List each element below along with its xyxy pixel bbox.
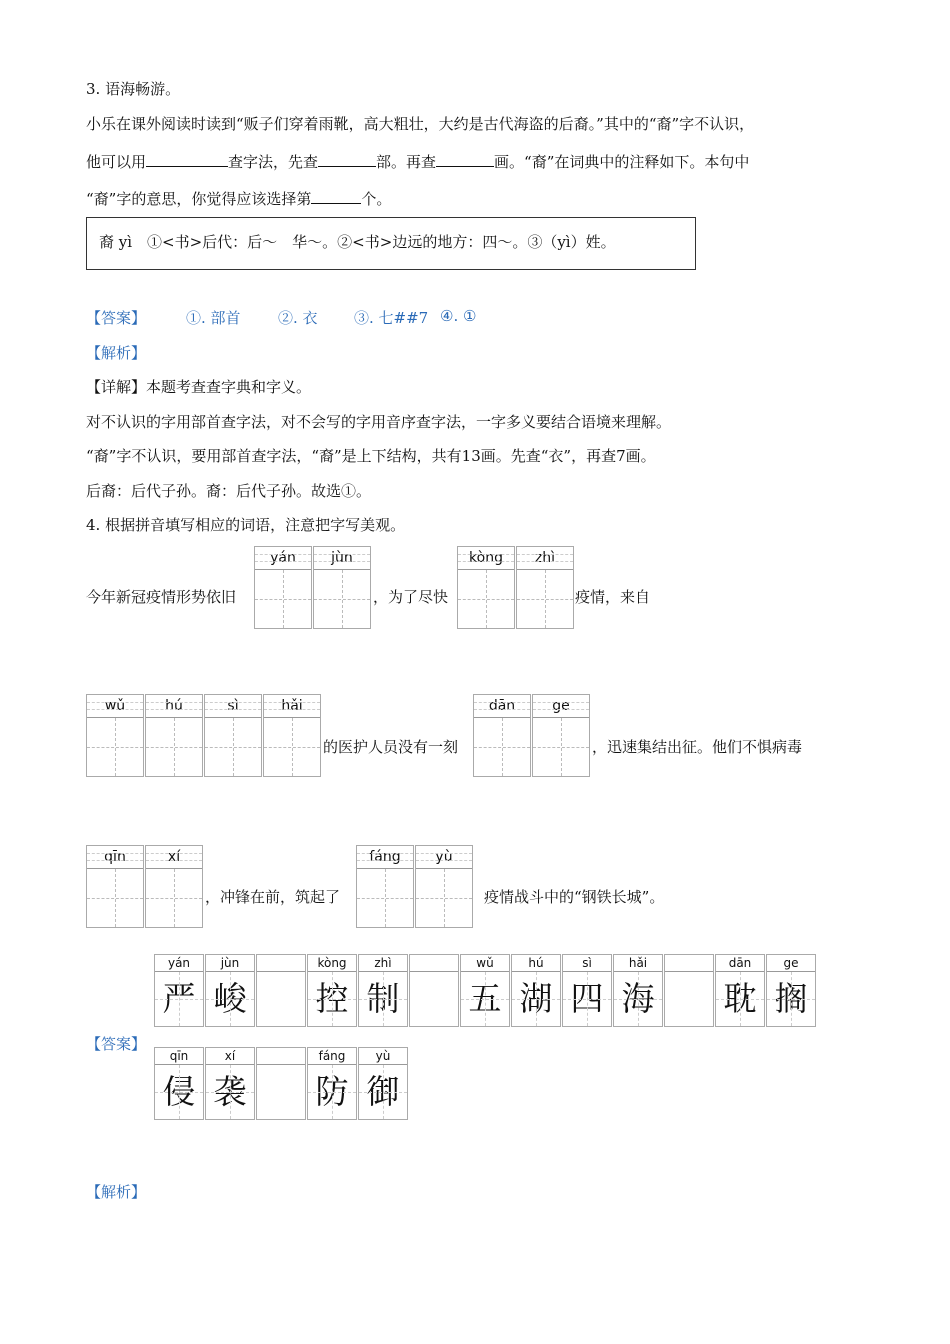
q3-explanation-2: “裔”字不认识，要用部首查字法，“裔”是上下结构，共有13画。先查“衣”，再查7画。: [86, 447, 656, 465]
q4-text-6: ，冲锋在前，筑起了: [205, 888, 341, 906]
pinyin-grid-kongzhi[interactable]: [457, 546, 575, 629]
answer-pinyin: [257, 955, 305, 972]
pinyin-cell: dān: [474, 695, 530, 718]
q3-answer-4: ④. ①: [440, 307, 477, 325]
answer-pinyin: wǔ: [461, 955, 509, 972]
q4-text-7: 疫情战斗中的“钢铁长城”。: [484, 888, 665, 906]
q4-text-1: 今年新冠疫情形势依旧: [86, 588, 237, 606]
q3-title: 3. 语海畅游。: [86, 80, 181, 98]
answer-pinyin: hǎi: [614, 955, 662, 972]
q4-text-2: ，为了尽快: [373, 588, 449, 606]
pinyin-grid-wuhusihai[interactable]: [86, 694, 322, 777]
q3-line2-text-c: 部。再查: [376, 153, 437, 171]
q3-explanation-1: 对不认识的字用部首查字法，对不会写的字用音序查字法，一字多义要结合语境来理解。: [86, 413, 672, 431]
answer-pinyin: dān: [716, 955, 764, 972]
writing-box[interactable]: [474, 718, 530, 776]
answer-char: 五: [461, 972, 509, 1026]
writing-box[interactable]: [416, 869, 472, 927]
pinyin-cell: fáng: [357, 846, 413, 869]
answer-pinyin: xí: [206, 1048, 254, 1065]
answer-char: [410, 972, 458, 1026]
pinyin-cell: kòng: [458, 547, 514, 570]
pinyin-cell: sì: [205, 695, 261, 718]
q3-answer-2: ②. 衣: [278, 309, 318, 327]
answer-char: 制: [359, 972, 407, 1026]
q3-answer-label: 【答案】: [86, 309, 147, 327]
blank-2[interactable]: [318, 152, 376, 167]
answer-char: 峻: [206, 972, 254, 1026]
pinyin-grid-yanjun[interactable]: [254, 546, 372, 629]
answer-pinyin: hú: [512, 955, 560, 972]
q4-text-5: ，迅速集结出征。他们不惧病毒: [592, 738, 803, 756]
pinyin-cell: yù: [416, 846, 472, 869]
q4-text-4: 的医护人员没有一刻: [323, 738, 459, 756]
q3-detail: 【详解】本题考查查字典和字义。: [86, 378, 312, 396]
answer-char: [257, 972, 305, 1026]
pinyin-cell: xí: [146, 846, 202, 869]
answer-char: 四: [563, 972, 611, 1026]
pinyin-cell: yán: [255, 547, 311, 570]
pinyin-cell: jùn: [314, 547, 370, 570]
writing-box[interactable]: [264, 718, 320, 776]
answer-pinyin: zhì: [359, 955, 407, 972]
answer-pinyin: fáng: [308, 1048, 356, 1065]
answer-char: 搁: [767, 972, 815, 1026]
pinyin-cell: hú: [146, 695, 202, 718]
definition-box: [86, 217, 696, 270]
writing-box[interactable]: [146, 718, 202, 776]
answer-pinyin: jùn: [206, 955, 254, 972]
writing-box[interactable]: [87, 869, 143, 927]
answer-pinyin: yù: [359, 1048, 407, 1065]
q3-line2: [86, 151, 749, 172]
q3-explanation-3: 后裔：后代子孙。裔：后代子孙。故选①。: [86, 482, 372, 500]
q3-line1: 小乐在课外阅读时读到“贩子们穿着雨靴，高大粗壮，大约是古代海盗的后裔。”其中的“裔”字不认识，: [86, 115, 755, 133]
q3-line2-text-b: 查字法，先查: [228, 153, 319, 171]
answer-char: 控: [308, 972, 356, 1026]
q4-title: 4. 根据拼音填写相应的词语，注意把字写美观。: [86, 516, 406, 534]
answer-pinyin: [410, 955, 458, 972]
pinyin-cell: qīn: [87, 846, 143, 869]
answer-pinyin: kòng: [308, 955, 356, 972]
answer-char: 海: [614, 972, 662, 1026]
q3-answer-3: ③. 七##7: [354, 309, 429, 327]
answer-char: 侵: [155, 1065, 203, 1119]
pinyin-grid-fangyu[interactable]: [356, 845, 474, 928]
answer-char: 湖: [512, 972, 560, 1026]
q3-analysis-label: 【解析】: [86, 344, 147, 362]
q4-answer-label: 【答案】: [86, 1035, 147, 1053]
answer-pinyin: yán: [155, 955, 203, 972]
pinyin-cell: wǔ: [87, 695, 143, 718]
writing-box[interactable]: [255, 570, 311, 628]
pinyin-grid-dange[interactable]: [473, 694, 591, 777]
pinyin-grid-qinxi[interactable]: [86, 845, 204, 928]
blank-1[interactable]: [146, 152, 228, 167]
answer-char: 袭: [206, 1065, 254, 1119]
answer-pinyin: sì: [563, 955, 611, 972]
pinyin-cell: zhì: [517, 547, 573, 570]
blank-3[interactable]: [436, 152, 494, 167]
answer-char: 防: [308, 1065, 356, 1119]
writing-box[interactable]: [146, 869, 202, 927]
blank-4[interactable]: [311, 189, 361, 204]
q3-line3: [86, 188, 391, 209]
writing-box[interactable]: [205, 718, 261, 776]
writing-box[interactable]: [357, 869, 413, 927]
writing-box[interactable]: [87, 718, 143, 776]
answer-grid-row1: [154, 954, 817, 1027]
answer-char: [665, 972, 713, 1026]
answer-grid-row2: [154, 1047, 409, 1120]
answer-pinyin: [257, 1048, 305, 1065]
q3-line2-text-a: 他可以用: [86, 153, 147, 171]
writing-box[interactable]: [458, 570, 514, 628]
writing-box[interactable]: [517, 570, 573, 628]
writing-box[interactable]: [533, 718, 589, 776]
answer-char: 严: [155, 972, 203, 1026]
answer-char: 耽: [716, 972, 764, 1026]
q3-line2-text-d: 画。“裔”在词典中的注释如下。本句中: [494, 153, 750, 171]
q4-text-3: 疫情，来自: [575, 588, 651, 606]
pinyin-cell: hǎi: [264, 695, 320, 718]
q3-line3-text-b: 个。: [361, 190, 392, 208]
answer-pinyin: [665, 955, 713, 972]
q3-line3-text-a: “裔”字的意思，你觉得应该选择第: [86, 190, 312, 208]
q4-analysis-label: 【解析】: [86, 1183, 147, 1201]
answer-char: [257, 1065, 305, 1119]
writing-box[interactable]: [314, 570, 370, 628]
definition-text: 裔 yì ①<书>后代：后～ 华～。②<书>边远的地方：四～。③（yì）姓。: [99, 233, 616, 251]
answer-pinyin: qīn: [155, 1048, 203, 1065]
q3-answer-1: ①. 部首: [186, 309, 241, 327]
pinyin-cell: ge: [533, 695, 589, 718]
answer-char: 御: [359, 1065, 407, 1119]
answer-pinyin: ge: [767, 955, 815, 972]
